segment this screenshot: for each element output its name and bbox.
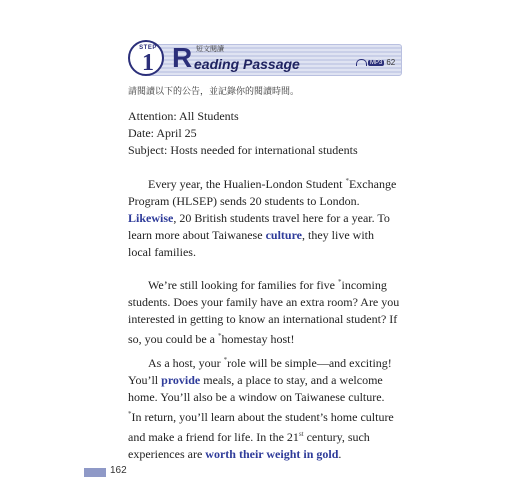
vocab-marker: * (345, 177, 349, 185)
audio-track[interactable] (356, 58, 395, 67)
page-number: 162 (110, 465, 127, 476)
section-header (128, 40, 400, 78)
section-title: eading Passage (194, 56, 300, 72)
memo-header (128, 108, 400, 159)
p2-text-a: We’re still looking for families for five (148, 278, 338, 292)
keyword-culture: culture (265, 228, 303, 242)
instruction-text: 請閱讀以下的公告，並記錄你的閱讀時間。 (128, 87, 300, 97)
keyword-provide: provide (161, 373, 201, 387)
memo-date: Date: April 25 (128, 126, 197, 140)
p3-text-c: meals, a place to stay, and a welcome home. You’ll also be a window on Taiwanese culture. (128, 373, 385, 404)
p1-text-c: , 20 British students travel here for a year. To learn more about Taiwanese (128, 211, 390, 242)
mp3-tag: MP3 (370, 59, 383, 66)
ordinal-suffix: st (298, 430, 304, 438)
track-number: 62 (386, 58, 396, 68)
step-badge (128, 40, 164, 76)
p3-text-e: century, such experiences are (128, 430, 370, 461)
headphones-icon (356, 59, 367, 66)
paragraph-3 (128, 352, 400, 463)
p1-text-a: Every year, the Hualien-London Student (148, 177, 346, 191)
paragraph-1 (128, 173, 400, 261)
vocab-marker: * (128, 410, 132, 418)
vocab-marker: * (223, 356, 228, 364)
subtitle-zh: 短文閱讀 (196, 45, 224, 53)
p1-text-b: Exchange Program (HLSEP) sends 20 students to London. (128, 177, 397, 208)
memo-subject: Subject: Hosts needed for international students (128, 143, 358, 157)
p3-text-d: In return, you’ll learn about the student’s home culture and make a friend for life. In the 21 (128, 410, 394, 444)
step-label: STEP (139, 45, 157, 51)
p1-text-d: , they live with local families. (128, 228, 375, 259)
vocab-marker: * (217, 332, 222, 340)
footer-accent-bar (84, 468, 106, 477)
p2-text-b: incoming students. Does your family have an extra room? Are you interested in getting to know an international student? If so, you could be a (128, 278, 400, 346)
paragraph-2 (128, 274, 400, 348)
vocab-marker: * (337, 278, 342, 286)
title-initial: R (172, 42, 193, 73)
p3-text-b: role will be simple—and exciting! You’ll (128, 356, 392, 387)
step-number: 1 (142, 50, 154, 76)
p3-text-f: . (338, 447, 342, 461)
p3-text-a: As a host, your (148, 356, 224, 370)
p2-text-c: homestay host! (221, 332, 295, 346)
memo-attention: Attention: All Students (128, 109, 239, 123)
keyword-likewise: Likewise (128, 211, 174, 225)
keyword-worth-their-weight: worth their weight in gold (205, 447, 339, 461)
